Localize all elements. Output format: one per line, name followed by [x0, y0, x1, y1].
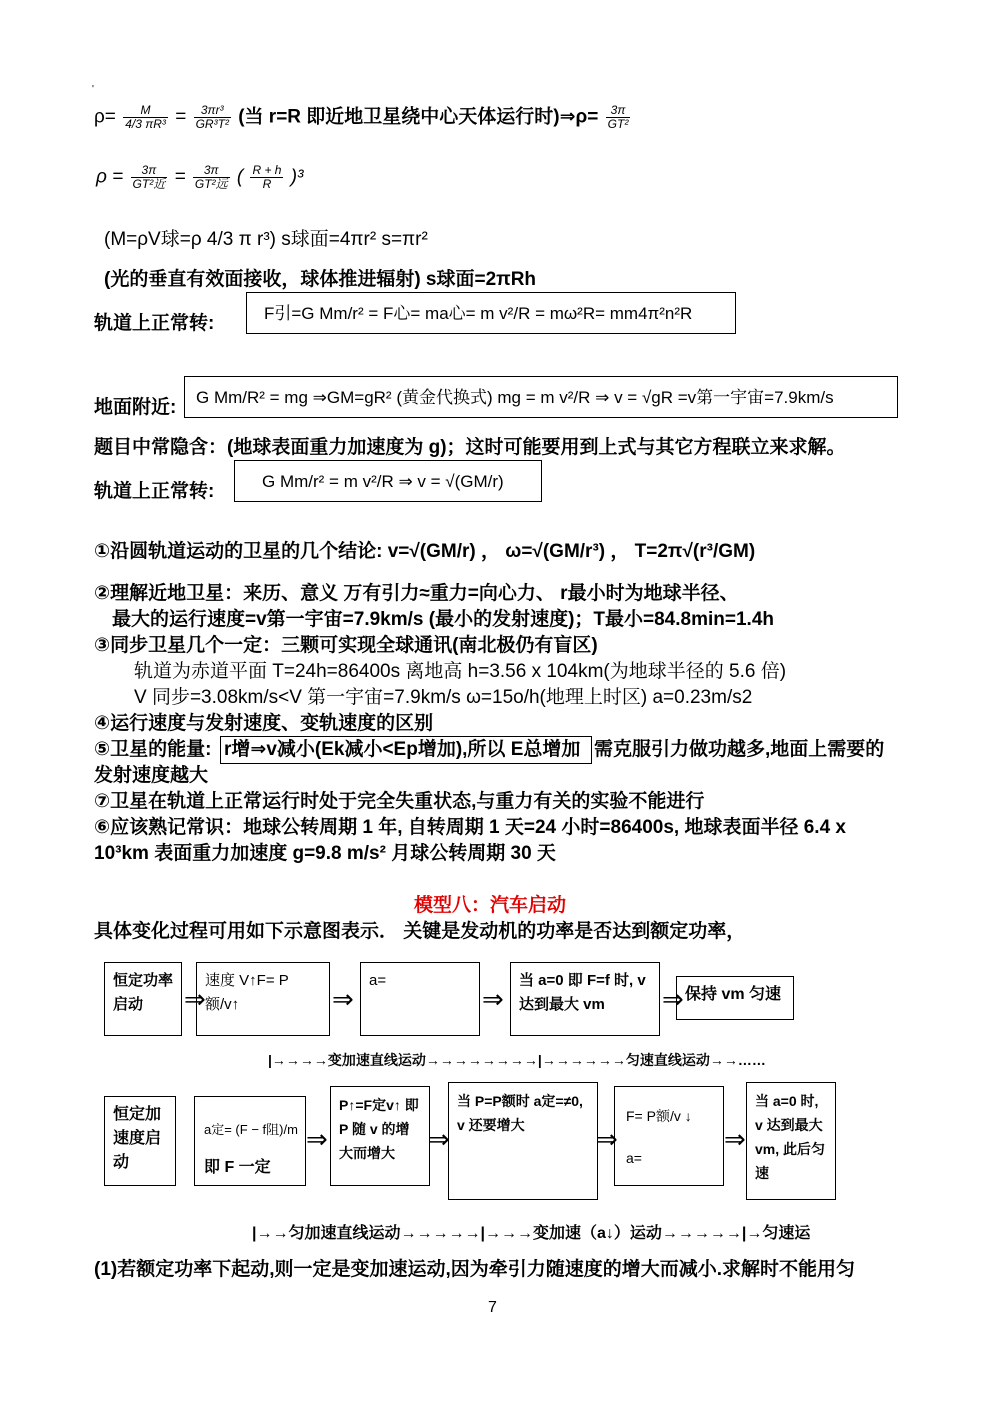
- orbit-formula-1: F引=G Mm/r² = F心= ma心= m v²/R = mω²R= mm4π²n²R: [264, 304, 693, 323]
- flow2-timeline: |→→匀加速直线运动→→→→→|→→→变加速（a↓）运动→→→→→|→匀速运: [252, 1225, 811, 1242]
- density-formula-1: ρ= $\frac{M}{\text{4/3 πR³}}$ = $\frac{\text{3πr³}}{\text{GR³T²}}$ (当 r=R 即近地卫星绕中心天体运行时)⇒ρ= $\frac{3\pi}{\text{GT²}}$: [94, 103, 629, 131]
- rho2-fraction-1: $\frac{3\pi}{\text{GT²近}}$: [132, 163, 166, 191]
- item-3-speed: V 同步=3.08km/s<V 第一宇宙=7.9km/s ω=15o/h(地理上时区) a=0.23m/s2: [134, 687, 753, 708]
- rho1-note: (当 r=R 即近地卫星绕中心天体运行时)⇒ρ=: [238, 106, 599, 128]
- item-5-label: ⑤卫星的能量:: [94, 739, 212, 760]
- flow2-arrow-4: ⇒: [724, 1124, 746, 1154]
- mass-formula: (M=ρV球=ρ 4/3 π r³) s球面=4πr² s=πr²: [104, 229, 428, 250]
- item-1: ①沿圆轨道运动的卫星的几个结论: v=√(GM/r) ， ω=√(GM/r³) ， T=2π√(r³/GM): [94, 541, 756, 562]
- flow2-box-5: [614, 1086, 724, 1186]
- orbit-formula-2: G Mm/r² = m v²/R ⇒ v = √(GM/r): [262, 472, 504, 491]
- flow2-box-4: 当 P=P额时 a定=≠0, v 还要增大: [448, 1082, 598, 1200]
- flow2-box-5-bottom: a=: [626, 1150, 642, 1166]
- light-note: (光的垂直有效面接收，球体推进辐射) s球面=2πRh: [104, 269, 537, 290]
- page-number: 7: [488, 1299, 497, 1316]
- flow1-box-2: 速度 V↑F= P额/v↑: [196, 962, 330, 1036]
- rho1-fraction-3: $\frac{3\pi}{\text{GT²}}$: [607, 103, 629, 131]
- rho2-fraction-3: $\frac{R + h}{R}$: [252, 163, 282, 191]
- rho1-lhs: ρ=: [94, 106, 116, 128]
- rho1-fraction-1: $\frac{M}{\text{4/3 πR³}}$: [125, 103, 166, 131]
- rho2-fraction-2: $\frac{3\pi}{\text{GT²远}}$: [194, 163, 228, 191]
- flow1-timeline: |→→→→变加速直线运动→→→→→→→→|→→→→→→匀速直线运动→→……: [268, 1052, 766, 1068]
- orbit-label-1: 轨道上正常转:: [94, 313, 215, 334]
- flow1-box-1: 恒定功率启动: [104, 962, 182, 1036]
- ground-label: 地面附近:: [94, 397, 177, 418]
- hint-text: 题目中常隐含：(地球表面重力加速度为 g)；这时可能要用到上式与其它方程联立来求解。: [94, 437, 846, 458]
- flow2-box-6: 当 a=0 时, v 达到最大 vm, 此后匀速: [746, 1082, 836, 1200]
- flow2-box-2-bottom: 即 F 一定: [204, 1159, 271, 1176]
- flow1-box-5: 保持 vm 匀速: [676, 976, 794, 1020]
- flow2-box-2-top: a定= (F − f阻)/m: [204, 1122, 298, 1137]
- flow2-arrow-3: ⇒: [596, 1124, 618, 1154]
- flow1-box-4: 当 a=0 即 F=f 时, v 达到最大 vm: [510, 962, 660, 1036]
- item-5-cont: 发射速度越大: [94, 765, 209, 786]
- flow1-arrow-2: ⇒: [332, 984, 354, 1014]
- section-title: 模型八：汽车启动: [414, 895, 567, 916]
- item-4: ④运行速度与发射速度、变轨速度的区别: [94, 713, 434, 734]
- item-5-boxed: r增⇒v减小(Ek减小<Ep增加),所以 E总增加: [224, 739, 581, 760]
- intro-text: 具体变化过程可用如下示意图表示． 关键是发动机的功率是否达到额定功率，: [94, 921, 746, 942]
- flow2-arrow-2: ⇒: [428, 1124, 450, 1154]
- item-6a: ⑥应该熟记常识：地球公转周期 1 年, 自转周期 1 天=24 小时=86400s, 地球表面半径 6.4 x: [94, 817, 846, 838]
- flow2-box-3: P↑=F定v↑ 即 P 随 v 的增大而增大: [330, 1086, 430, 1186]
- item-2a: ②理解近地卫星：来历、意义 万有引力≈重力=向心力、 r最小时为地球半径、: [94, 583, 739, 604]
- item-5-rest: 需克服引力做功越多,地面上需要的: [594, 739, 885, 760]
- footer-text: (1)若额定功率下起动,则一定是变加速运动,因为牵引力随速度的增大而减小.求解时不能用匀: [94, 1259, 856, 1280]
- rho1-fraction-2: $\frac{\text{3πr³}}{\text{GR³T²}}$: [195, 103, 229, 131]
- flow2-box-5-top: F= P额/v ↓: [626, 1108, 692, 1124]
- orbit-label-2: 轨道上正常转:: [94, 481, 215, 502]
- flow1-arrow-3: ⇒: [482, 984, 504, 1014]
- flow1-arrow-4: ⇒: [662, 984, 684, 1014]
- density-formula-2: ρ = $\frac{3\pi}{\text{GT²近}}$ = $\frac{3\pi}{\text{GT²远}}$ ( $\frac{R + h}{R}$ )³: [96, 163, 304, 191]
- item-6b: 10³km 表面重力加速度 g=9.8 m/s² 月球公转周期 30 天: [94, 843, 556, 864]
- item-2b: 最大的运行速度=v第一宇宙=7.9km/s (最小的发射速度)；T最小=84.8min=1.4h: [112, 609, 774, 630]
- flow1-box-3: a=: [360, 962, 480, 1036]
- item-7: ⑦卫星在轨道上正常运行时处于完全失重状态,与重力有关的实验不能进行: [94, 791, 705, 812]
- item-3-orbit: 轨道为赤道平面 T=24h=86400s 离地高 h=3.56 x 104km(为地球半径的 5.6 倍): [134, 661, 787, 682]
- flow2-box-1: 恒定加速度启动: [104, 1096, 176, 1186]
- item-3: ③同步卫星几个一定：三颗可实现全球通讯(南北极仍有盲区): [94, 635, 598, 656]
- ground-formula: G Mm/R² = mg ⇒GM=gR² (黄金代换式) mg = m v²/R ⇒ v = √gR =v第一宇宙=7.9km/s: [196, 388, 834, 407]
- flow2-arrow-1: ⇒: [306, 1124, 328, 1154]
- header-mark: ': [92, 84, 94, 95]
- flow1-arrow-1: ⇒: [184, 984, 206, 1014]
